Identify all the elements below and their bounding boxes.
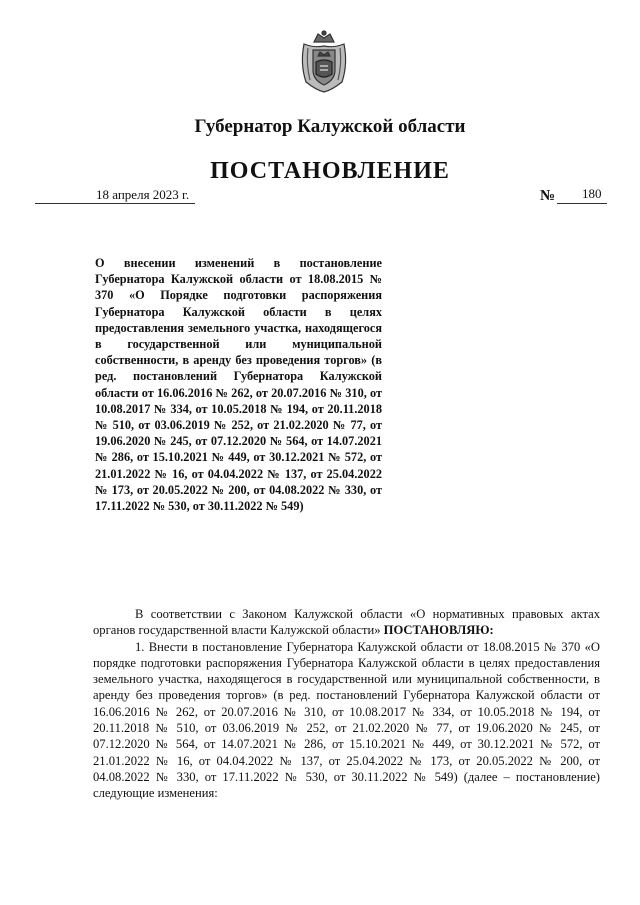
number-sign: № <box>540 188 556 204</box>
document-body <box>93 606 600 802</box>
document-number: 180 <box>582 186 602 201</box>
document-subject: О внесении изменений в постановление Губернатора Калужской области от 18.08.2015 № 370 «О Порядке подготовки распоряжения Губернатора Калужской области в целях предоставления земельного участка, находящегося в государственной или муниципальной собственности, в аренду без проведения торгов» (в ред. постановлений Губернатора Калужской области от 16.06.2016 № 262, от 20.07.2016 № 310, от 10.08.2017 № 334, от 10.05.2018 № 194, от 20.11.2018 № 510, от 03.06.2019 № 252, от 21.02.2020 № 77, от 19.06.2020 № 245, от 07.12.2020 № 564, от 14.07.2021 № 286, от 15.10.2021 № 449, от 30.12.2021 № 572, от 21.01.2022 № 16, от 04.04.2022 № 137, от 25.04.2022 № 173, от 20.05.2022 № 200, от 04.08.2022 № 330, от 17.11.2022 № 530, от 30.11.2022 № 549) <box>95 256 382 514</box>
coat-of-arms-icon <box>298 30 350 94</box>
number-underline <box>557 203 607 204</box>
document-type: ПОСТАНОВЛЕНИЕ <box>210 158 450 184</box>
item-1-paragraph: 1. Внести в постановление Губернатора Калужской области от 18.08.2015 № 370 «О порядке подготовки распоряжения Губернатора Калужской области в целях предоставления земельного участка, находящегося в государственной или муниципальной собственности, в аренду без проведения торгов» (в ред. постановлений Губернатора Калужской области от 16.06.2016 № 262, от 20.07.2016 № 310, от 10.08.2017 № 334, от 10.05.2018 № 194, от 20.11.2018 № 510, от 03.06.2019 № 252, от 21.02.2020 № 77, от 19.06.2020 № 245, от 07.12.2020 № 564, от 14.07.2021 № 286, от 15.10.2021 № 449, от 30.12.2021 № 572, от 21.01.2022 № 16, от 04.04.2022 № 137, от 25.04.2022 № 173, от 20.05.2022 № 200, от 04.08.2022 № 330, от 17.11.2022 № 530, от 30.11.2022 № 549) (далее – постановление) следующие изменения: <box>93 639 600 801</box>
preamble-text: В соответствии с Законом Калужской области «О нормативных правовых актах органов государственной власти Калужской области» <box>93 607 600 638</box>
preamble-paragraph <box>93 606 600 639</box>
issuer-title: Губернатор Калужской области <box>194 116 466 137</box>
date-underline <box>35 203 195 204</box>
document-date: 18 апреля 2023 г. <box>96 187 190 202</box>
resolve-word: ПОСТАНОВЛЯЮ: <box>383 623 494 638</box>
